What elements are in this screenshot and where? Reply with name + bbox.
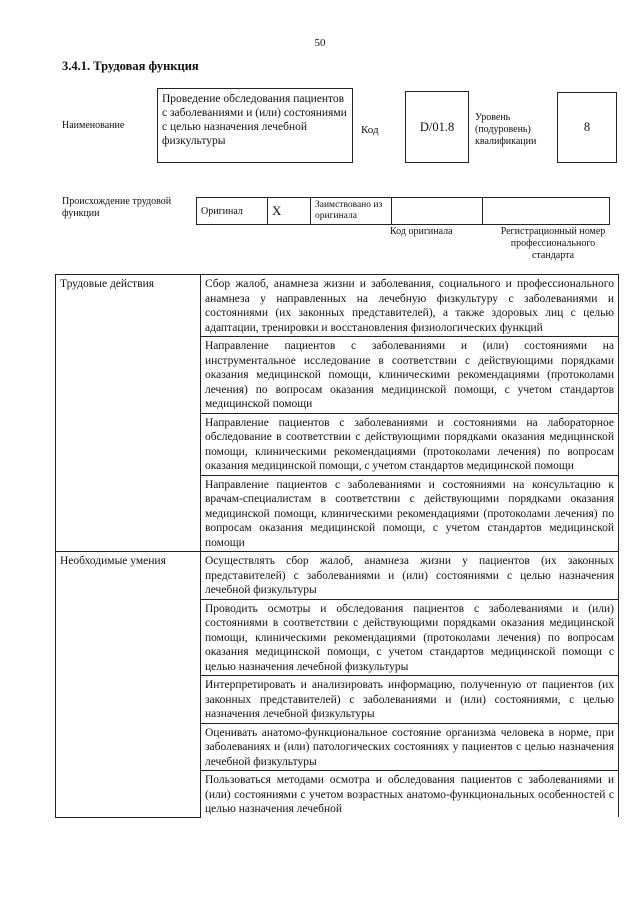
origin-code-cell xyxy=(392,198,483,225)
table-cell: Направление пациентов с заболеваниями и состояниями на лабораторное обследование в соответствии с действующими порядками оказания медицинской помощи, клиническими рекомендациями (протоколами лечения) по вопросам оказания медицинской помощи, с учетом стандартов медицинской помощи xyxy=(201,413,619,475)
table-cell xyxy=(201,771,619,818)
code-original-caption: Код оригинала xyxy=(390,226,453,237)
section-label: Необходимые умения xyxy=(56,552,201,818)
table-cell: Интерпретировать и анализировать информацию, полученную от пациентов (их законных представителей) с заболеваниями и (или) состояниями, с целью назначения лечебной физкультуры xyxy=(201,676,619,724)
name-label: Наименование xyxy=(62,120,125,131)
origin-table xyxy=(196,197,610,225)
origin-label: Происхождение трудовой функции xyxy=(62,196,172,219)
page-number: 50 xyxy=(314,37,326,49)
table-row xyxy=(56,552,619,600)
level-value-box: 8 xyxy=(557,92,617,163)
table-row xyxy=(56,275,619,337)
section-title: 3.4.1. Трудовая функция xyxy=(62,59,199,73)
table-cell: Сбор жалоб, анамнеза жизни и заболевания, социального и профессионального анамнеза у направленных на лечебную физкультуру с заболеваниями и состояниями (их законных представителей), а также здоровых лиц с целью адаптации, тренировки и восстановления физиологических функций xyxy=(201,275,619,337)
origin-original-mark: X xyxy=(268,198,311,225)
section-label: Трудовые действия xyxy=(56,275,201,552)
code-label: Код xyxy=(361,124,379,136)
table-cell: Оценивать анатомо-функциональное состояние организма человека в норме, при заболеваниях и (или) патологических состояниях у пациентов с целью назначения лечебной физкультуры xyxy=(201,723,619,771)
reg-number-caption: Регистрационный номер профессионального стандарта xyxy=(500,226,606,261)
table-cell: Проводить осмотры и обследования пациентов с заболеваниями и (или) состояниями в соответствии с действующими порядками оказания медицинской помощи, клиническими рекомендациями (протоколами лечения) по вопросам оказания медицинской помощи, с учетом стандартов медицинской помощи с целью назначения лечебной физкультуры xyxy=(201,599,619,676)
origin-reg-cell xyxy=(483,198,610,225)
code-value-box: D/01.8 xyxy=(405,91,469,163)
table-cell: Осуществлять сбор жалоб, анамнеза жизни у пациентов (их законных представителей) с заболеваниями и (или) состояниями с целью назначения лечебной физкультуры xyxy=(201,552,619,600)
level-label: Уровень (подуровень) квалификации xyxy=(475,112,537,147)
table-cell: Направление пациентов с заболеваниями и состояниями на консультацию к врачам-специалистам в соответствии с действующими порядками оказания медицинской помощи, клиническими рекомендациями (протоколами лечения) по вопросам оказания медицинской помощи, с учетом стандартов медицинской помощи xyxy=(201,475,619,552)
table-cell-text: Пользоваться методами осмотра и обследования пациентов с заболеваниями и (или) состояниями с учетом возрастных анатомо-функциональных особенностей с целью назначения лечебной xyxy=(205,774,614,815)
function-name-box: Проведение обследования пациентов с заболеваниями и (или) состояниями с целью назначения лечебной физкультуры xyxy=(157,88,353,163)
table-cell: Направление пациентов с заболеваниями и (или) состояниями на инструментальное исследование в соответствии с действующими порядками оказания медицинской помощи, клиническими рекомендациями (протоколами лечения) по вопросам оказания медицинской помощи, с учетом стандартов медицинской помощи xyxy=(201,337,619,414)
function-details-table xyxy=(55,274,619,818)
origin-original-cell: Оригинал xyxy=(197,198,268,225)
origin-borrowed-cell: Заимствовано из оригинала xyxy=(311,198,392,225)
